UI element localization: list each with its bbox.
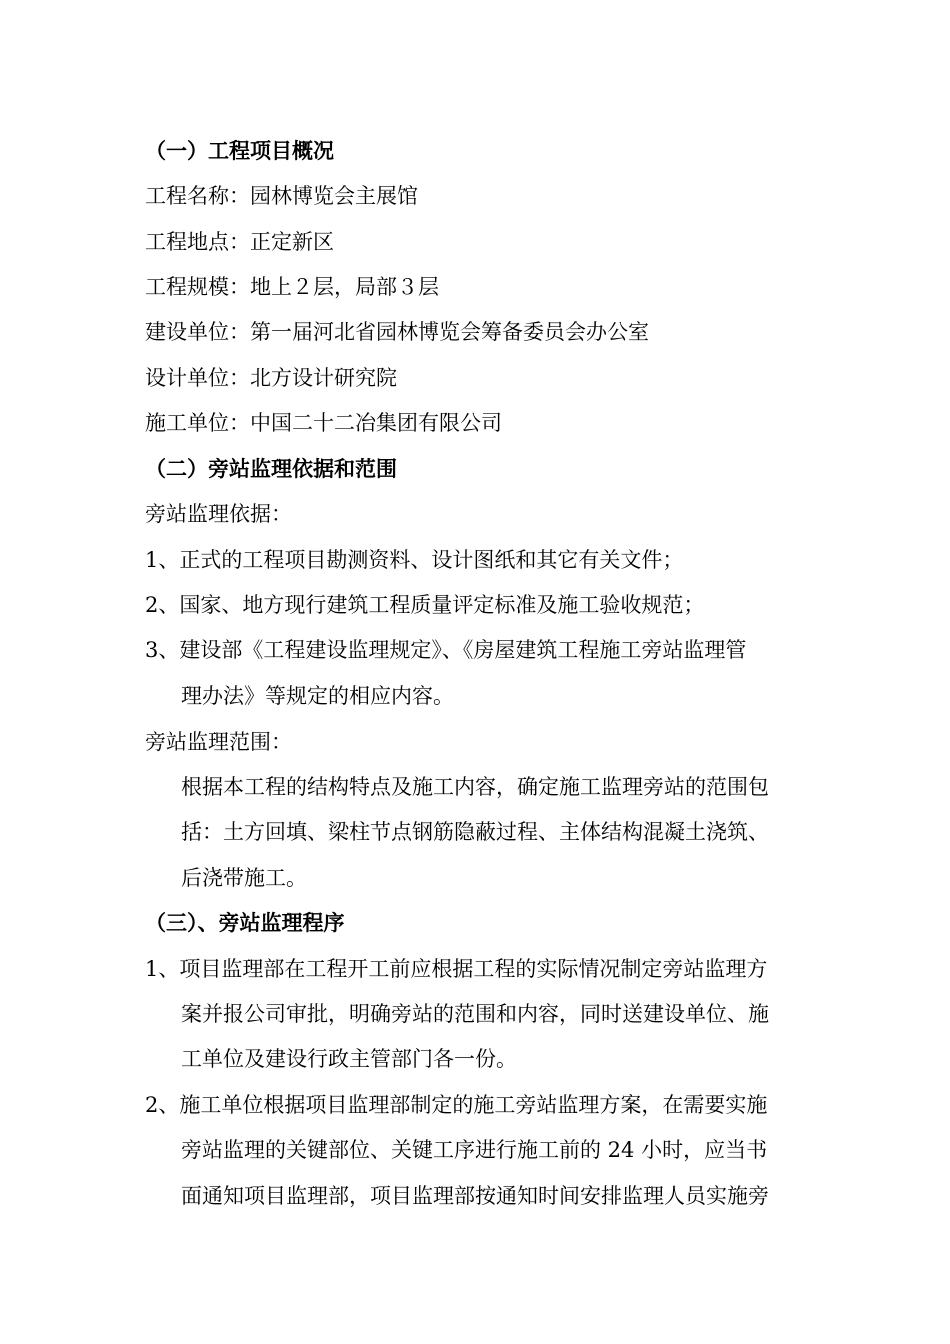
section1-heading: （一）工程项目概况 — [145, 138, 334, 163]
procedure-line-2: 案并报公司审批，明确旁站的范围和内容，同时送建设单位、施 — [181, 1002, 769, 1026]
scope-line-1: 根据本工程的结构特点及施工内容，确定施工监理旁站的范围包 — [181, 775, 769, 799]
scope-line-2: 括：土方回填、梁柱节点钢筋隐蔽过程、主体结构混凝土浇筑、 — [181, 820, 769, 844]
procedure-line-4: 2、施工单位根据项目监理部制定的施工旁站监理方案，在需要实施 — [145, 1093, 768, 1117]
client-unit: 建设单位：第一届河北省园林博览会筹备委员会办公室 — [145, 320, 649, 344]
project-name: 工程名称：园林博览会主展馆 — [145, 184, 418, 208]
construction-unit: 施工单位：中国二十二冶集团有限公司 — [145, 411, 502, 435]
basis-item-2: 2、国家、地方现行建筑工程质量评定标准及施工验收规范； — [145, 593, 705, 617]
scope-line-3: 后浇带施工。 — [181, 866, 307, 890]
section2-heading: （二）旁站监理依据和范围 — [145, 456, 397, 481]
procedure-line-3: 工单位及建设行政主管部门各一份。 — [181, 1047, 517, 1071]
basis-item-1: 1、正式的工程项目勘测资料、设计图纸和其它有关文件； — [145, 548, 684, 572]
basis-item-3: 3、建设部《工程建设监理规定》、《房屋建筑工程施工旁站监理管 — [145, 638, 747, 662]
design-unit: 设计单位：北方设计研究院 — [145, 366, 397, 390]
basis-title: 旁站监理依据： — [145, 502, 292, 526]
project-location: 工程地点：正定新区 — [145, 230, 334, 254]
project-scale: 工程规模：地上２层，局部３层 — [145, 275, 439, 299]
procedure-line-5: 旁站监理的关键部位、关键工序进行施工前的 24 小时，应当书 — [181, 1138, 768, 1162]
procedure-line-1: 1、项目监理部在工程开工前应根据工程的实际情况制定旁站监理方 — [145, 957, 768, 981]
procedure-line-6: 面通知项目监理部，项目监理部按通知时间安排监理人员实施旁 — [181, 1184, 769, 1208]
section3-heading: （三）、旁站监理程序 — [145, 910, 345, 935]
scope-title: 旁站监理范围： — [145, 730, 292, 754]
basis-item-3-cont: 理办法》等规定的相应内容。 — [181, 684, 454, 708]
